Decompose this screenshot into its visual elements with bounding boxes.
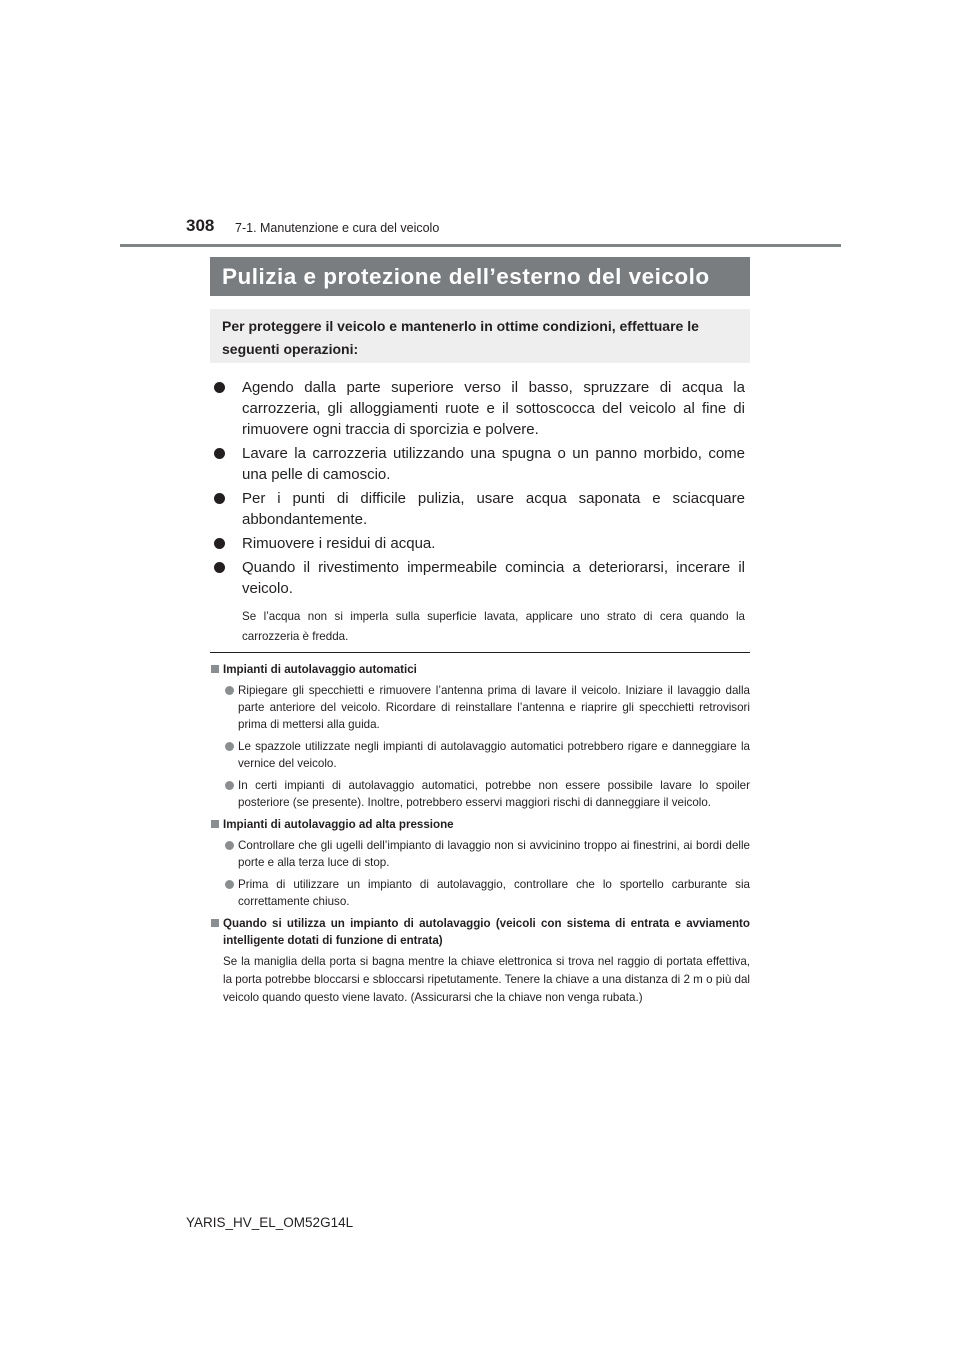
intro-text: Per proteggere il veicolo e mantenerlo in ottime condizioni, effettuare le seguenti operazioni: — [222, 318, 699, 357]
section-divider — [210, 652, 750, 653]
subsection-heading-text: Impianti di autolavaggio ad alta pressione — [223, 818, 454, 831]
note-item — [210, 682, 750, 733]
note-item-text: In certi impianti di autolavaggio automatici, potrebbe non essere possibile lavare lo spoiler posteriore (se presente). Inoltre, potrebbero esservi maggiori rischi di danneggiare il veicolo. — [238, 779, 750, 809]
note-item — [210, 738, 750, 772]
note-item — [210, 777, 750, 811]
header-divider — [120, 244, 841, 247]
bullet-icon — [214, 382, 225, 393]
bullet-icon — [214, 448, 225, 459]
square-bullet-icon — [211, 820, 219, 828]
list-item-text: Lavare la carrozzeria utilizzando una spugna o un panno morbido, come una pelle di camoscio. — [242, 445, 745, 483]
subsection-heading-text: Impianti di autolavaggio automatici — [223, 663, 417, 676]
list-item-text: Per i punti di difficile pulizia, usare acqua saponata e sciacquare abbondantemente. — [242, 490, 745, 528]
circle-bullet-icon — [225, 686, 234, 695]
subsection-heading — [210, 816, 750, 833]
bullet-icon — [214, 538, 225, 549]
note-paragraph: Se la maniglia della porta si bagna mentre la chiave elettronica si trova nel raggio di portata effettiva, la porta potrebbe bloccarsi e sbloccarsi ripetutamente. Tenere la chiave a una distanza di 2 m o più dal veicolo quando questo viene lavato. (Assicurarsi che la chiave non venga rubata.) — [223, 955, 750, 1004]
note-item-text: Le spazzole utilizzate negli impianti di autolavaggio automatici potrebbero rigare e danneggiare la vernice del veicolo. — [238, 740, 750, 770]
wax-note: Se l’acqua non si imperla sulla superficie lavata, applicare uno strato di cera quando la carrozzeria è fredda. — [242, 610, 745, 643]
square-bullet-icon — [211, 919, 219, 927]
main-list — [214, 377, 745, 647]
note-item-text: Controllare che gli ugelli dell’impianto di lavaggio non si avvicinino troppo ai finestrini, ai bordi delle porte e alla terza luce di stop. — [238, 839, 750, 869]
circle-bullet-icon — [225, 841, 234, 850]
subsection-heading — [210, 915, 750, 949]
section-reference: 7-1. Manutenzione e cura del veicolo — [235, 221, 440, 235]
bullet-icon — [214, 562, 225, 573]
document-code: YARIS_HV_EL_OM52G14L — [186, 1215, 354, 1230]
list-item — [214, 443, 745, 485]
page-number: 308 — [186, 216, 215, 235]
intro-box — [210, 309, 750, 363]
bullet-icon — [214, 493, 225, 504]
circle-bullet-icon — [225, 880, 234, 889]
list-item — [214, 488, 745, 530]
list-item-text: Quando il rivestimento impermeabile comincia a deteriorarsi, incerare il veicolo. — [242, 559, 745, 597]
note-item-text: Prima di utilizzare un impianto di autolavaggio, controllare che lo sportello carburante sia correttamente chiuso. — [238, 878, 750, 908]
subsection-heading-text: Quando si utilizza un impianto di autolavaggio (veicoli con sistema di entrata e avviamento intelligente dotati di funzione di entrata) — [223, 917, 750, 947]
page-title: Pulizia e protezione dell’esterno del veicolo — [210, 257, 750, 296]
circle-bullet-icon — [225, 742, 234, 751]
note-item — [210, 876, 750, 910]
list-item — [214, 377, 745, 440]
subsection-heading — [210, 661, 750, 678]
circle-bullet-icon — [225, 781, 234, 790]
note-item-text: Ripiegare gli specchietti e rimuovere l’antenna prima di lavare il veicolo. Iniziare il lavaggio dalla parte anteriore del veicolo. Ricordare di reinstallare l’antenna e riaprire gli specchietti retrovisori prima di mettersi alla guida. — [238, 684, 750, 731]
list-item — [214, 557, 745, 599]
list-item-text: Rimuovere i residui di acqua. — [242, 535, 436, 552]
list-item-text: Agendo dalla parte superiore verso il basso, spruzzare di acqua la carrozzeria, gli alloggiamenti ruote e il sottoscocca del veicolo al fine di rimuovere ogni traccia di sporcizia e polvere. — [242, 379, 745, 438]
notes-section — [210, 661, 750, 1007]
list-item — [214, 533, 745, 554]
note-item — [210, 837, 750, 871]
square-bullet-icon — [211, 665, 219, 673]
